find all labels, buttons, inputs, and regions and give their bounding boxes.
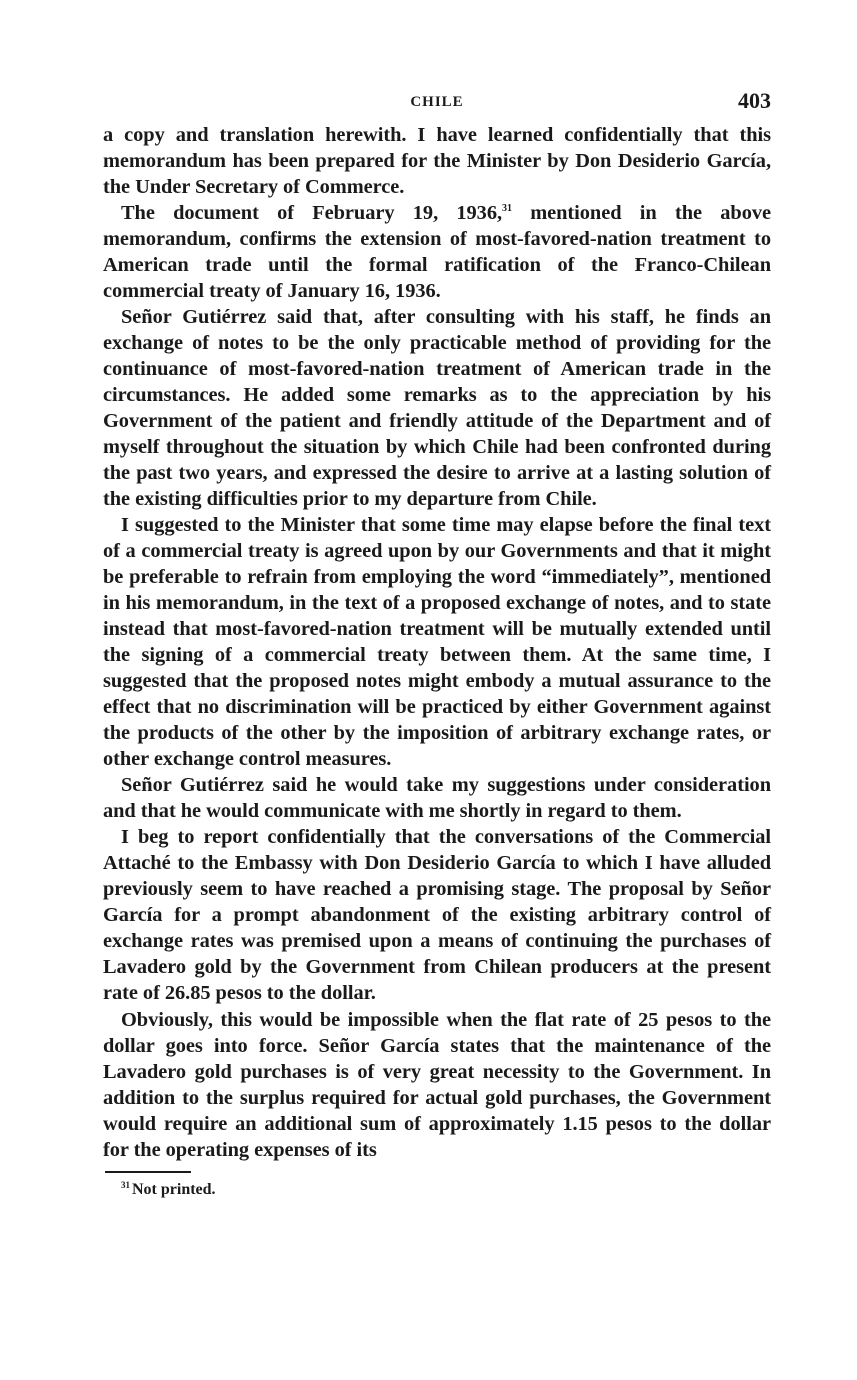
paragraph-2-start: The document of February 19, 1936, — [121, 202, 503, 224]
paragraph-2 — [103, 200, 771, 304]
paragraph-5: Señor Gutiérrez said he would take my suggestions under consideration and that he would communicate with me shortly in regard to them. — [103, 774, 771, 822]
paragraph-3: Señor Gutiérrez said that, after consulting with his staff, he finds an exchange of notes to be the only practicable method of providing for the continuance of most-favored-nation treatment of American trade in the circumstances. He added some remarks as to the appreciation by his Government of the patient and friendly attitude of the Department and of myself throughout the situation by which Chile had been confronted during the past two years, and expressed the desire to arrive at a lasting solution of the existing difficulties prior to my departure from Chile. — [103, 306, 771, 510]
paragraph-2-end: mentioned in the above memorandum, confirms the extension of most-favored-nation treatment to American trade until the formal ratification of the Franco-Chilean commercial treaty of January 16, 1936. — [103, 202, 771, 302]
footnote-divider — [105, 1171, 191, 1173]
footnote-reference: 31 — [502, 203, 512, 215]
running-title: CHILE — [410, 94, 464, 110]
footnote-marker: 31 — [121, 1179, 130, 1190]
footnote — [103, 1179, 771, 1201]
paragraph-4: I suggested to the Minister that some time may elapse before the final text of a commercial treaty is agreed upon by our Governments and that it might be preferable to refrain from employing the word “immediately”, mentioned in his memorandum, in the text of a proposed exchange of notes, and to state instead that most-favored-nation treatment will be mutually extended until the signing of a commercial treaty between them. At the same time, I suggested that the proposed notes might embody a mutual assurance to the effect that no discrimination will be practiced by either Government against the products of the other by the imposition of arbitrary exchange rates, or other exchange control measures. — [103, 514, 771, 770]
footnote-text: Not printed. — [132, 1181, 216, 1198]
paragraph-1: a copy and translation herewith. I have learned confidentially that this memorandum has been prepared for the Minister by Don Desiderio García, the Under Secretary of Commerce. — [103, 124, 771, 198]
body-text — [103, 122, 771, 1163]
document-page — [103, 88, 771, 1201]
paragraph-6: I beg to report confidentially that the conversations of the Commercial Attaché to the Embassy with Don Desiderio García to which I have alluded previously seem to have reached a promising stage. The proposal by Señor García for a prompt abandonment of the existing arbitrary control of exchange rates was premised upon a means of continuing the purchases of Lavadero gold by the Government from Chilean producers at the present rate of 26.85 pesos to the dollar. — [103, 826, 771, 1004]
page-number: 403 — [738, 88, 771, 113]
paragraph-7: Obviously, this would be impossible when the flat rate of 25 pesos to the dollar goes into force. Señor García states that the maintenance of the Lavadero gold purchases is of very great necessity to the Government. In addition to the surplus required for actual gold purchases, the Government would require an additional sum of approximately 1.15 pesos to the dollar for the operating expenses of its — [103, 1009, 771, 1161]
running-head — [103, 88, 771, 122]
